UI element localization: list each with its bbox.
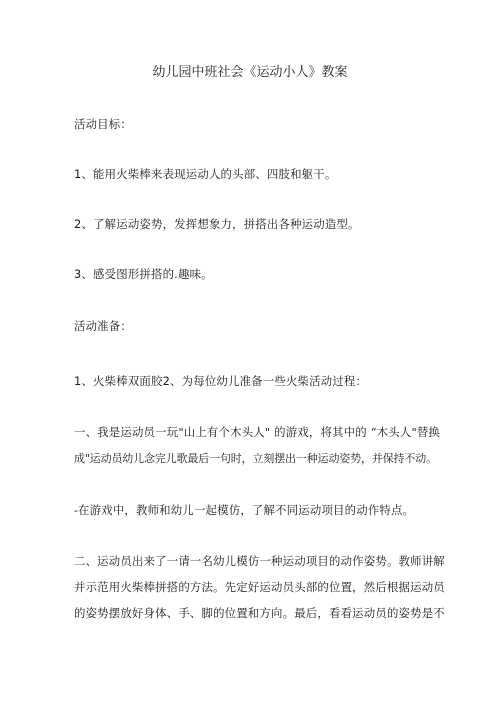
process-para-2-line-1: -在游戏中，教师和幼儿一起模仿，了解不同运动项目的动作特点。	[74, 503, 415, 517]
goal-number: 2	[74, 217, 82, 231]
prep-text-1: 、火柴棒双面胶	[81, 374, 163, 388]
process-para-3-line-1: 二、运动员出来了一请一名幼儿模仿一种运动项目的动作姿势。教师讲解	[74, 554, 445, 568]
prep-text-2: 、为每位幼儿准备一些火柴活动过程：	[170, 374, 368, 388]
process-para-3-line-2: 并示范用火柴棒拼搭的方法。先定好运动员头部的位置，然后根据运动员	[74, 580, 445, 594]
prep-number-1: 1	[74, 374, 82, 388]
goal-heading: 活动目标：	[74, 117, 132, 131]
prep-heading: 活动准备：	[74, 319, 132, 333]
process-para-1-line-1: 一、我是运动员一玩"山上有个木头人" 的游戏，将其中的 “木头人"替换	[74, 425, 441, 439]
process-para-1-line-2: 成"运动员幼儿念完儿歌最后一句时，立刻摆出一种运动姿势，并保持不动。	[74, 452, 437, 465]
prep-number-2: 2	[162, 374, 171, 388]
goal-item-3	[74, 266, 434, 282]
goal-item-2	[74, 216, 434, 232]
goal-text: 、感受图形拼搭的.趣味。	[81, 267, 213, 281]
goal-item-1	[74, 166, 434, 182]
goal-number: 3	[74, 267, 82, 281]
goal-text: 、了解运动姿势，发挥想象力，拼搭出各种运动造型。	[81, 217, 360, 231]
process-para-3-line-3: 的姿势摆放好身体、手、脚的位置和方向。最后，看看运动员的姿势是不	[74, 606, 445, 620]
goal-text: 、能用火柴棒来表现运动人的头部、四肢和躯干。	[81, 167, 337, 181]
goal-number: 1	[74, 167, 82, 181]
document-title: 幼儿园中班社会《运动小人》教案	[152, 65, 348, 80]
prep-line	[74, 373, 434, 389]
